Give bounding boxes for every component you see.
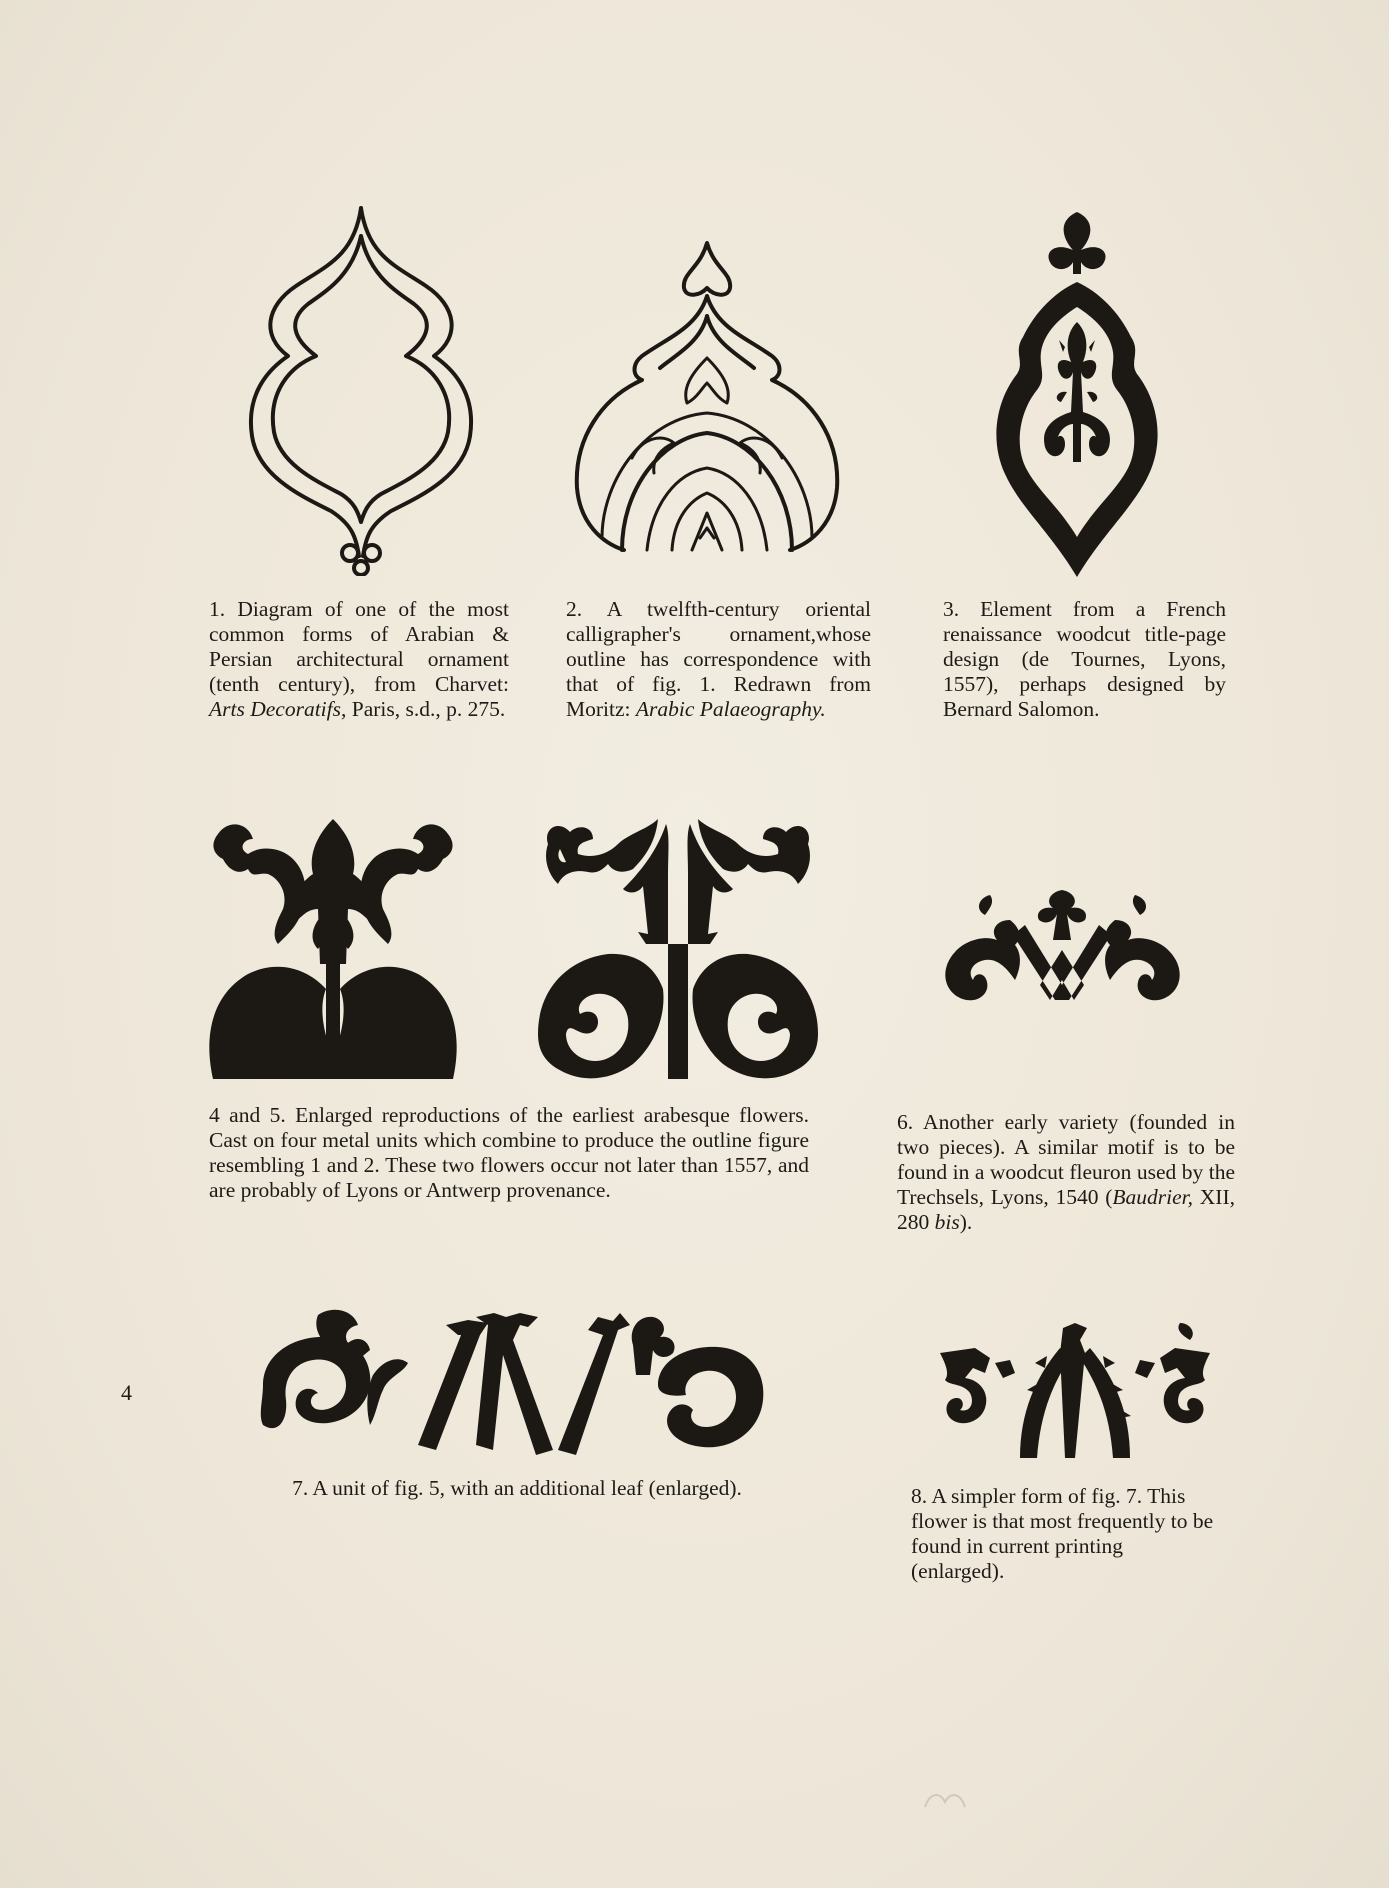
figure-3-caption: 3. Element from a French renaissance woodcut title-page design (de Tournes, Lyons, 1557), perhaps designed by Bernard Salomon. [943,597,1226,721]
page-number: 4 [121,1380,132,1405]
figure-1-caption: 1. Diagram of one of the most common forms of Arabian & Persian architectural ornament (tenth century), from Charvet: Arts Decoratifs, Paris, s.d., p. 275. [209,597,509,721]
figure-1-ornament-icon [226,196,496,576]
figure-2-ornament-icon [562,238,852,553]
figure-4-5-caption: 4 and 5. Enlarged reproductions of the earliest arabesque flowers. Cast on four metal units which combine to produce the outline figure resembling 1 and 2. These two flowers occur not later than 1557, and are probably of Lyons or Antwerp provenance. [209,1103,809,1202]
figure-6-caption: 6. Another early variety (founded in two pieces). A similar motif is to be found in a woodcut fleuron used by the Trechsels, Lyons, 1540 (Baudrier, XII, 280 bis). [897,1110,1235,1234]
figure-2-caption: 2. A twelfth-century oriental calligrapher's ornament,whose outline has correspondence with that of fig. 1. Redrawn from Moritz: Arabic Palaeography. [566,597,871,721]
bleed-through-mark-icon [920,1787,970,1817]
figure-6-fleuron-icon [935,890,1190,1015]
figure-3-woodcut-icon [985,212,1170,582]
figure-8-caption: 8. A simpler form of fig. 7. This flower is that most frequently to be found in current printing (enlarged). [911,1484,1214,1583]
figure-8-fleuron-icon [935,1318,1215,1473]
figure-4-5-arabesque-icon [208,814,828,1084]
figure-7-caption: 7. A unit of fig. 5, with an additional leaf (enlarged). [292,1476,742,1500]
figure-7-fleuron-icon [258,1305,768,1465]
